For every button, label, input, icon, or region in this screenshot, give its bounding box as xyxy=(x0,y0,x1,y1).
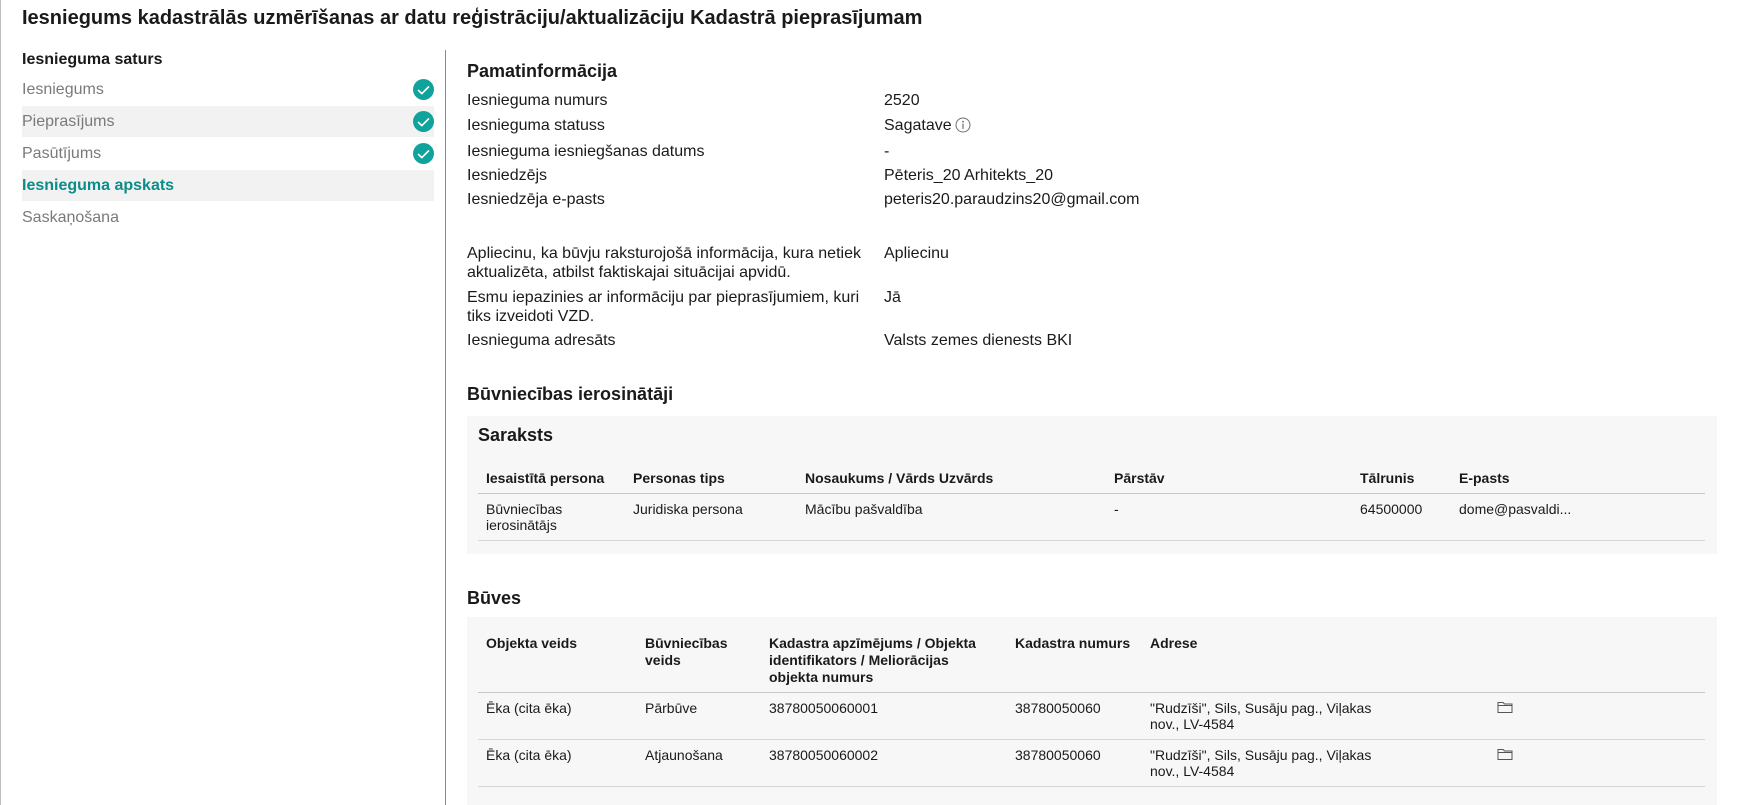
table-cell: Ēka (cita ēka) xyxy=(478,740,637,787)
nav-item-iesniegums[interactable] xyxy=(22,74,434,105)
table-cell-actions xyxy=(1489,693,1705,740)
column-header: Būvniecības veids xyxy=(637,631,761,693)
column-header: Objekta veids xyxy=(478,631,637,693)
table-header-row xyxy=(478,466,1705,494)
nav-item-iesnieguma-apskats[interactable] xyxy=(22,170,434,201)
table-cell-actions xyxy=(1489,740,1705,787)
table-cell: "Rudzīši", Sils, Susāju pag., Viļakas nov., LV-4584 xyxy=(1142,740,1489,787)
table-cell: Mācību pašvaldība xyxy=(797,494,1106,541)
nav-item-label: Pieprasījums xyxy=(22,113,115,130)
table-cell: Būvniecības ierosinātājs xyxy=(478,494,625,541)
column-header: Tālrunis xyxy=(1352,466,1451,494)
info-value: 2520 xyxy=(884,92,920,109)
page-title: Iesniegums kadastrālās uzmērīšanas ar datu reģistrāciju/aktualizāciju Kadastrā pieprasījumam xyxy=(22,7,923,29)
info-value: - xyxy=(884,143,890,160)
info-label: Iesnieguma numurs xyxy=(467,92,608,109)
column-header: Pārstāv xyxy=(1106,466,1352,494)
table-cell: Pārbūve xyxy=(637,693,761,740)
check-icon xyxy=(413,111,434,132)
info-value: peteris20.paraudzins20@gmail.com xyxy=(884,191,1140,208)
info-value: Jā xyxy=(884,289,901,306)
sidebar xyxy=(22,48,434,234)
content-divider xyxy=(445,50,446,805)
nav-item-pasutijums[interactable] xyxy=(22,138,434,169)
window-edge xyxy=(0,0,1,805)
column-header-actions xyxy=(1489,631,1705,693)
folder-icon[interactable] xyxy=(1497,700,1513,717)
nav-item-label: Iesniegums xyxy=(22,81,104,98)
sidebar-heading: Iesnieguma saturs xyxy=(22,51,163,68)
table-cell: Ēka (cita ēka) xyxy=(478,693,637,740)
table-cell: 38780050060001 xyxy=(761,693,1007,740)
table-cell: 38780050060 xyxy=(1007,740,1142,787)
table-cell: "Rudzīši", Sils, Susāju pag., Viļakas nov., LV-4584 xyxy=(1142,693,1489,740)
buildings-table xyxy=(478,631,1705,787)
section-title-pamatinformacija: Pamatinformācija xyxy=(467,61,618,81)
section-title-buves: Būves xyxy=(467,588,522,608)
folder-icon[interactable] xyxy=(1497,747,1513,764)
check-icon xyxy=(413,79,434,100)
nav-item-label: Pasūtījums xyxy=(22,145,102,162)
column-header: Kadastra apzīmējums / Objekta identifikators / Meliorācijas objekta numurs xyxy=(761,631,1007,693)
column-header: Iesaistītā persona xyxy=(478,466,625,494)
buildings-panel xyxy=(467,617,1717,805)
check-icon xyxy=(413,143,434,164)
initiators-panel xyxy=(467,416,1717,554)
status-value: Sagatave xyxy=(884,117,952,134)
nav-item-label: Saskaņošana xyxy=(22,209,119,226)
table-cell: 38780050060 xyxy=(1007,693,1142,740)
table-header-row xyxy=(478,631,1705,693)
section-title-ierosinataji: Būvniecības ierosinātāji xyxy=(467,384,674,404)
table-row xyxy=(478,494,1705,541)
column-header: Adrese xyxy=(1142,631,1489,693)
table-row xyxy=(478,740,1705,787)
table-cell: 64500000 xyxy=(1352,494,1451,541)
info-label: Apliecinu, ka būvju raksturojošā informācija, kura netiek aktualizēta, atbilst faktiskajai situācijai apvidū. xyxy=(467,245,861,281)
column-header: Nosaukums / Vārds Uzvārds xyxy=(797,466,1106,494)
column-header: E-pasts xyxy=(1451,466,1705,494)
initiators-table xyxy=(478,466,1705,541)
info-value-wrap xyxy=(884,116,971,138)
table-cell: - xyxy=(1106,494,1352,541)
info-label: Esmu iepazinies ar informāciju par pieprasījumiem, kuri tiks izveidoti VZD. xyxy=(467,289,860,325)
info-label: Iesnieguma iesniegšanas datums xyxy=(467,143,705,160)
info-value: Apliecinu xyxy=(884,245,949,262)
info-label: Iesnieguma adresāts xyxy=(467,332,616,349)
nav-item-saskanosana[interactable] xyxy=(22,202,434,233)
table-row xyxy=(478,693,1705,740)
info-icon[interactable] xyxy=(955,117,971,138)
column-header: Personas tips xyxy=(625,466,797,494)
nav-item-pieprasijums[interactable] xyxy=(22,106,434,137)
panel-title: Saraksts xyxy=(478,425,554,445)
info-value: Valsts zemes dienests BKI xyxy=(884,332,1073,349)
column-header: Kadastra numurs xyxy=(1007,631,1142,693)
nav-item-label: Iesnieguma apskats xyxy=(22,177,175,194)
info-label: Iesniedzējs xyxy=(467,167,548,184)
info-value: Pēteris_20 Arhitekts_20 xyxy=(884,167,1053,184)
info-label: Iesnieguma statuss xyxy=(467,117,605,134)
table-cell: 38780050060002 xyxy=(761,740,1007,787)
table-cell: Atjaunošana xyxy=(637,740,761,787)
info-label: Iesniedzēja e-pasts xyxy=(467,191,605,208)
table-cell: Juridiska persona xyxy=(625,494,797,541)
table-cell: dome@pasvaldi... xyxy=(1451,494,1705,541)
